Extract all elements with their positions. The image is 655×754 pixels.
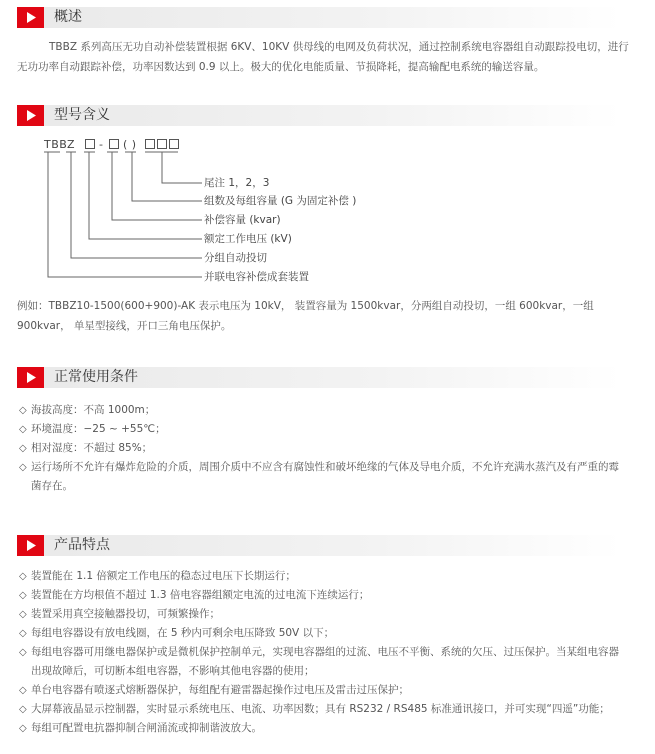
play-arrow-icon	[17, 535, 44, 556]
model-label-suffix: 尾注 1，2，3	[204, 177, 270, 189]
list-item: ◇ 装置能在方均根值不超过 1.3 倍电容器组额定电流的过电流下连续运行；	[19, 586, 629, 605]
list-item: ◇ 相对湿度：不超过 85%；	[19, 439, 629, 458]
model-label-groups: 组数及每组容量 (G 为固定补偿 )	[204, 195, 357, 207]
overview-paragraph: TBBZ 系列高压无功自动补偿装置根据 6KV、10KV 供母线的电网及负荷状况，通过控制系统电容器组自动跟踪投电切，进行无功功率自动跟踪补偿，功率因数达到 0.9 以上。极大的优化电能质量、节损降耗，提高输配电系统的输送容量。	[17, 41, 629, 73]
diamond-bullet-icon: ◇	[19, 685, 27, 696]
model-code-tbb: TBB	[44, 138, 68, 151]
list-item: ◇ 大屏幕液晶显示控制器，实时显示系统电压、电流、功率因数；具有 RS232 / RS485 标准通讯接口，并可实现“四遥”功能；	[19, 700, 629, 719]
diamond-bullet-icon: ◇	[19, 723, 27, 734]
list-item: ◇ 每组电容器可用继电器保护或是微机保护控制单元，实现电容器组的过流、电压不平衡、系统的欠压、过压保护。当某组电容器出现故障后，可切断本组电容器，不影响其他电容器的使用；	[19, 643, 629, 681]
diamond-bullet-icon: ◇	[19, 405, 27, 416]
model-tree-lines	[0, 0, 655, 300]
model-example: 例如：TBBZ10-1500(600+900)-AK 表示电压为 10kV， 装置容量为 1500kvar，分两组自动投切，一组 600kvar，一组 900kvar， 单星型接线，开口三角电压保护。	[17, 300, 594, 332]
section-title: 正常使用条件	[54, 369, 138, 385]
model-code-dash: -	[99, 138, 104, 151]
section-header-features	[17, 535, 621, 556]
model-label-capacity: 补偿容量 (kvar)	[204, 214, 281, 226]
list-item: ◇ 单台电容器有喷逐式熔断器保护，每组配有避雷器起操作过电压及雷击过压保护；	[19, 681, 629, 700]
model-code-paren: ( )	[123, 138, 137, 151]
diamond-bullet-icon: ◇	[19, 628, 27, 639]
diamond-bullet-icon: ◇	[19, 704, 27, 715]
list-item: ◇ 海拔高度：不高 1000m；	[19, 401, 629, 420]
list-item: ◇ 装置能在 1.1 倍额定工作电压的稳态过电压下长期运行；	[19, 567, 629, 586]
play-arrow-icon	[17, 367, 44, 388]
model-label-auto-switch: 分组自动投切	[204, 252, 267, 264]
section-title: 产品特点	[54, 537, 110, 553]
diamond-bullet-icon: ◇	[19, 647, 27, 658]
diamond-bullet-icon: ◇	[19, 443, 27, 454]
list-item: ◇ 运行场所不允许有爆炸危险的介质，周围介质中不应含有腐蚀性和破坏绝缘的气体及导电介质，不允许充满水蒸汽及有严重的霉菌存在。	[19, 458, 629, 496]
features-list	[19, 567, 629, 738]
conditions-list	[19, 401, 629, 496]
section-header-conditions	[17, 367, 621, 388]
section-title: 型号含义	[54, 107, 110, 123]
model-code-z: Z	[67, 138, 76, 151]
diamond-bullet-icon: ◇	[19, 590, 27, 601]
diamond-bullet-icon: ◇	[19, 571, 27, 582]
section-title: 概述	[54, 9, 82, 25]
list-item: ◇ 每组电容器设有放电线圈，在 5 秒内可剩余电压降致 50V 以下；	[19, 624, 629, 643]
diamond-bullet-icon: ◇	[19, 424, 27, 435]
diamond-bullet-icon: ◇	[19, 462, 27, 473]
list-item: ◇ 装置采用真空接触器投切，可频繁操作；	[19, 605, 629, 624]
list-item: ◇ 环境温度：−25 ~ +55℃；	[19, 420, 629, 439]
model-label-device: 并联电容补偿成套装置	[204, 271, 309, 283]
list-item: ◇ 每组可配置电抗器抑制合闸涌流或抑制谐波放大。	[19, 719, 629, 738]
diamond-bullet-icon: ◇	[19, 609, 27, 620]
model-label-voltage: 额定工作电压 (kV)	[204, 233, 292, 245]
